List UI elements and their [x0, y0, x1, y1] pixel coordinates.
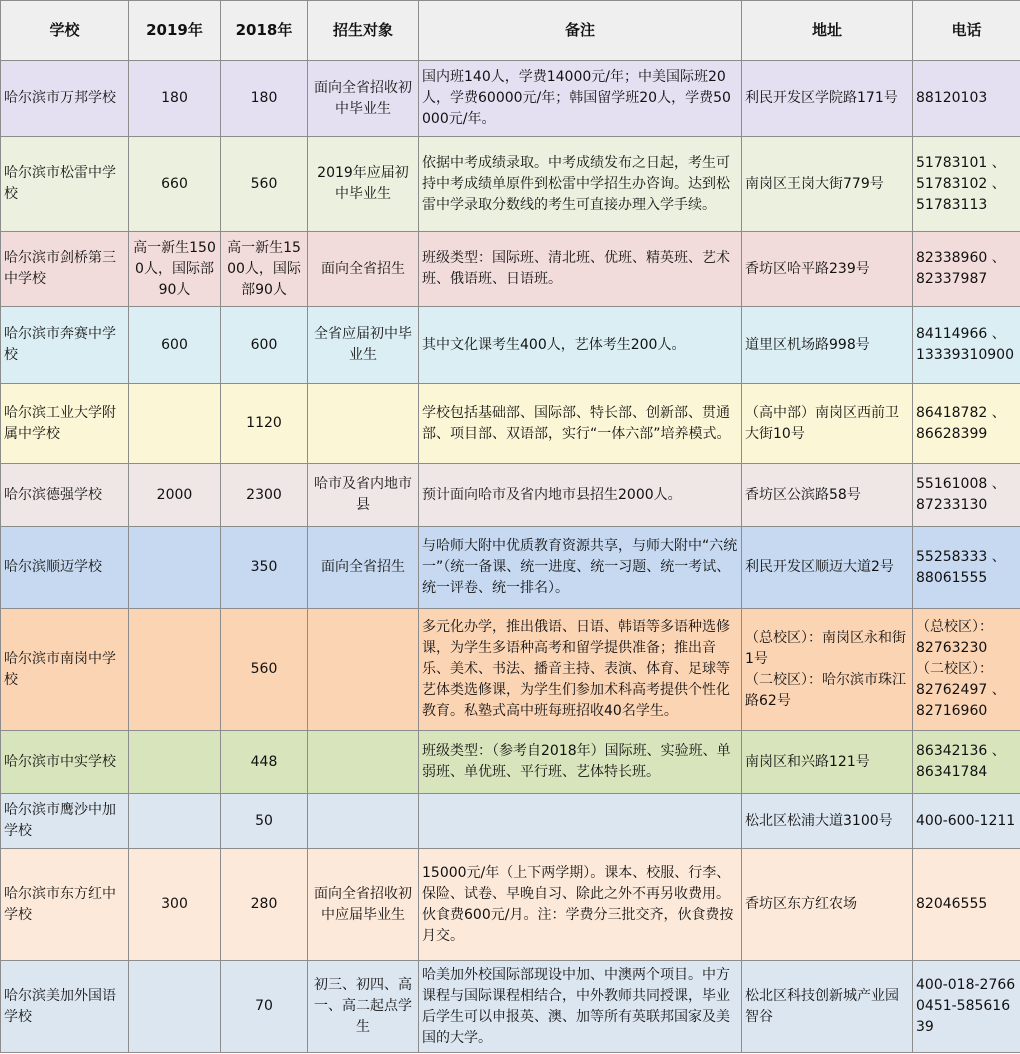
phone-text-value: 51783101 、 51783102 、 51783113 — [916, 154, 1006, 213]
header-2019: 2019年 — [129, 1, 221, 61]
note-text-value: 依据中考成绩录取。中考成绩发布之日起，考生可持中考成绩单原件到松雷中学招生办咨询。达到松雷中学录取分数线的考生可直接办理入学手续。 — [422, 154, 730, 213]
enroll-2019 — [129, 609, 221, 731]
address-text-value: 利民开发区学院路171号 — [745, 90, 898, 106]
enroll-2018-value: 高一新生1500人，国际部90人 — [227, 239, 301, 298]
enroll-target — [308, 794, 419, 849]
enroll-2019-value: 660 — [161, 175, 188, 192]
note-text — [419, 464, 742, 527]
address-text-value: 香坊区哈平路239号 — [745, 260, 870, 277]
enroll-target — [308, 61, 419, 137]
phone-text — [913, 232, 1020, 307]
enroll-2018 — [221, 849, 308, 961]
enroll-target-value: 面向全省招收初中毕业生 — [314, 79, 412, 117]
phone-text-value: 86418782 、 86628399 — [916, 404, 1006, 442]
school-name-value: 哈尔滨工业大学附属中学校 — [4, 404, 116, 442]
note-text-value: 多元化办学，推出俄语、日语、韩语等多语种选修课，为学生多语种高考和留学提供准备；推出音乐、美术、书法、播音主持、表演、体育、足球等艺体类选修课，为学生们参加术科高考提供个性化教育。私塾式高中班每班招收40名学生。 — [422, 619, 730, 719]
enroll-target — [308, 232, 419, 307]
phone-text-value: （总校区）： 82763230 （二校区）： 82762497 、 82716960 — [916, 619, 1006, 719]
header-target: 招生对象 — [308, 1, 419, 61]
enroll-target-value: 哈市及省内地市县 — [314, 476, 412, 513]
note-text-value: 学校包括基础部、国际部、特长部、创新部、贯通部、项目部、双语部，实行“一体六部”培养模式。 — [422, 404, 731, 442]
enroll-2018 — [221, 609, 308, 731]
phone-text — [913, 137, 1020, 232]
phone-text — [913, 384, 1020, 464]
address-text — [742, 731, 913, 794]
header-school: 学校 — [1, 1, 129, 61]
enroll-target — [308, 961, 419, 1053]
note-text — [419, 961, 742, 1053]
table-row — [1, 384, 1020, 464]
phone-text-value: 400-600-1211 — [916, 812, 1016, 829]
enroll-2018 — [221, 307, 308, 384]
address-text — [742, 849, 913, 961]
enroll-2019-value: 高一新生1500人，国际部90人 — [133, 239, 216, 298]
school-name-value: 哈尔滨德强学校 — [4, 486, 102, 503]
enroll-2019-value: 180 — [161, 90, 188, 106]
address-text-value: （总校区）：南岗区永和街1号 （二校区）：哈尔滨市珠江路62号 — [745, 629, 906, 709]
phone-text-value: 84114966 、 13339310900 — [916, 326, 1014, 363]
phone-text — [913, 609, 1020, 731]
enroll-2019 — [129, 61, 221, 137]
phone-text — [913, 307, 1020, 384]
table-row — [1, 137, 1020, 232]
phone-text-value: 88120103 — [916, 90, 988, 106]
enroll-target — [308, 137, 419, 232]
school-name — [1, 61, 129, 137]
address-text-value: 南岗区和兴路121号 — [745, 753, 870, 770]
school-name-value: 哈尔滨市东方红中学校 — [4, 885, 116, 923]
note-text — [419, 384, 742, 464]
enroll-target — [308, 849, 419, 961]
school-name-value: 哈尔滨市奔赛中学校 — [4, 326, 116, 363]
enroll-target — [308, 527, 419, 609]
phone-text — [913, 961, 1020, 1053]
school-name — [1, 527, 129, 609]
phone-text — [913, 61, 1020, 137]
note-text-value: 预计面向哈市及省内地市县招生2000人。 — [422, 486, 682, 503]
enroll-2019 — [129, 961, 221, 1053]
phone-text-value: 86342136 、 86341784 — [916, 743, 1006, 780]
school-name — [1, 137, 129, 232]
note-text — [419, 794, 742, 849]
school-name — [1, 794, 129, 849]
enroll-2019 — [129, 384, 221, 464]
address-text — [742, 961, 913, 1053]
enroll-2018 — [221, 61, 308, 137]
enroll-2018-value: 70 — [255, 998, 273, 1014]
enroll-2018-value: 448 — [250, 753, 278, 770]
school-name-value: 哈尔滨市松雷中学校 — [4, 165, 116, 202]
address-text — [742, 384, 913, 464]
note-text — [419, 137, 742, 232]
enroll-2018 — [221, 794, 308, 849]
school-name-value: 哈尔滨美加外国语学校 — [4, 987, 116, 1025]
enroll-target-value: 全省应届初中毕业生 — [314, 326, 412, 363]
enroll-2019 — [129, 464, 221, 527]
table-row — [1, 794, 1020, 849]
enroll-2018-value: 2300 — [246, 486, 282, 503]
school-name-value: 哈尔滨市剑桥第三中学校 — [4, 250, 116, 287]
enroll-target-value: 面向全省招生 — [321, 559, 405, 575]
note-text — [419, 232, 742, 307]
address-text — [742, 61, 913, 137]
enroll-2019 — [129, 731, 221, 794]
note-text — [419, 527, 742, 609]
enroll-2018-value: 50 — [255, 812, 273, 829]
table-row — [1, 609, 1020, 731]
note-text — [419, 849, 742, 961]
table-row — [1, 232, 1020, 307]
table-row — [1, 849, 1020, 961]
school-name — [1, 731, 129, 794]
table-row — [1, 464, 1020, 527]
school-name-value: 哈尔滨市南岗中学校 — [4, 650, 116, 688]
school-name — [1, 464, 129, 527]
address-text — [742, 527, 913, 609]
enroll-target-value: 面向全省招生 — [321, 260, 405, 277]
school-name-value: 哈尔滨市鹰沙中加学校 — [4, 802, 116, 839]
header-note: 备注 — [419, 1, 742, 61]
note-text — [419, 731, 742, 794]
note-text-value: 其中文化课考生400人，艺体考生200人。 — [422, 336, 686, 353]
header-row — [1, 1, 1020, 61]
school-name — [1, 232, 129, 307]
enroll-2018-value: 180 — [250, 90, 278, 106]
header-address: 地址 — [742, 1, 913, 61]
school-name-value: 哈尔滨市万邦学校 — [4, 90, 116, 106]
address-text — [742, 794, 913, 849]
address-text-value: 松北区松浦大道3100号 — [745, 812, 893, 829]
enroll-2019 — [129, 232, 221, 307]
header-phone: 电话 — [913, 1, 1020, 61]
enroll-2019 — [129, 527, 221, 609]
note-text-value: 国内班140人，学费14000元/年；中美国际班20人，学费60000元/年；韩国留学班20人，学费50000元/年。 — [422, 69, 731, 127]
address-text-value: （高中部）南岗区西前卫大街10号 — [745, 404, 899, 442]
enroll-target — [308, 731, 419, 794]
enroll-2019-value: 2000 — [156, 486, 193, 503]
table-row — [1, 731, 1020, 794]
note-text-value: 15000元/年（上下两学期）。课本、校服、行李、保险、试卷、早晚自习、除此之外不再另收费用。 伙食费600元/月。注：学费分三批交齐，伙食费按月交。 — [422, 864, 734, 944]
enroll-2018-value: 280 — [250, 896, 278, 912]
enroll-target-value: 2019年应届初中毕业生 — [317, 165, 409, 202]
enroll-2019 — [129, 137, 221, 232]
enroll-2019-value: 600 — [161, 336, 188, 353]
address-text — [742, 232, 913, 307]
enroll-2018 — [221, 232, 308, 307]
note-text — [419, 61, 742, 137]
enroll-2019-value: 300 — [161, 896, 188, 912]
school-name — [1, 609, 129, 731]
note-text — [419, 307, 742, 384]
phone-text — [913, 794, 1020, 849]
address-text-value: 道里区机场路998号 — [745, 336, 870, 353]
enroll-2018-value: 1120 — [246, 415, 282, 431]
school-name-value: 哈尔滨顺迈学校 — [4, 559, 102, 575]
phone-text-value: 400-018-2766 0451-58561639 — [916, 977, 1016, 1035]
enroll-2019 — [129, 794, 221, 849]
enroll-2018 — [221, 137, 308, 232]
phone-text — [913, 464, 1020, 527]
enroll-2018 — [221, 731, 308, 794]
note-text-value: 哈美加外校国际部现设中加、中澳两个项目。中方课程与国际课程相结合，中外教师共同授课，毕业后学生可以申报英、澳、加等所有英联邦国家及美国的大学。 — [422, 966, 730, 1046]
note-text-value: 与哈师大附中优质教育资源共享，与师大附中“六统一”（统一备课、统一进度、统一习题、统一考试、统一评卷、统一排名）。 — [422, 538, 738, 596]
enroll-2019 — [129, 307, 221, 384]
address-text — [742, 307, 913, 384]
enroll-2018-value: 560 — [250, 661, 278, 677]
enroll-2018-value: 350 — [250, 559, 278, 575]
phone-text — [913, 849, 1020, 961]
phone-text-value: 82338960 、 82337987 — [916, 250, 1006, 287]
enroll-2018 — [221, 384, 308, 464]
enroll-2018-value: 560 — [250, 175, 278, 192]
school-name — [1, 384, 129, 464]
enroll-2018 — [221, 961, 308, 1053]
enroll-2019 — [129, 849, 221, 961]
note-text-value: 班级类型：（参考自2018年）国际班、实验班、单弱班、单优班、平行班、艺体特长班。 — [422, 743, 731, 780]
enroll-target-value: 初三、初四、高一、高二起点学生 — [314, 977, 412, 1035]
address-text — [742, 464, 913, 527]
header-2018: 2018年 — [221, 1, 308, 61]
enroll-target-value: 面向全省招收初中应届毕业生 — [314, 885, 412, 923]
phone-text — [913, 731, 1020, 794]
enroll-target — [308, 384, 419, 464]
school-name — [1, 961, 129, 1053]
address-text — [742, 137, 913, 232]
note-text — [419, 609, 742, 731]
phone-text-value: 55161008 、 87233130 — [916, 476, 1006, 513]
phone-text — [913, 527, 1020, 609]
school-name — [1, 307, 129, 384]
enroll-target — [308, 464, 419, 527]
address-text-value: 香坊区东方红农场 — [745, 896, 857, 912]
table-row — [1, 527, 1020, 609]
phone-text-value: 55258333 、 88061555 — [916, 548, 1006, 586]
address-text-value: 松北区科技创新城产业园智谷 — [745, 987, 899, 1025]
enroll-2018 — [221, 527, 308, 609]
table-row — [1, 961, 1020, 1053]
table-row — [1, 61, 1020, 137]
table-row — [1, 307, 1020, 384]
school-name — [1, 849, 129, 961]
address-text-value: 香坊区公滨路58号 — [745, 486, 861, 503]
address-text — [742, 609, 913, 731]
phone-text-value: 82046555 — [916, 896, 988, 912]
enroll-target — [308, 307, 419, 384]
enroll-2018 — [221, 464, 308, 527]
address-text-value: 南岗区王岗大街779号 — [745, 175, 884, 192]
enroll-2018-value: 600 — [250, 336, 278, 353]
note-text-value: 班级类型：国际班、清北班、优班、精英班、艺术班、俄语班、日语班。 — [422, 250, 730, 287]
enroll-target — [308, 609, 419, 731]
address-text-value: 利民开发区顺迈大道2号 — [745, 559, 894, 575]
school-name-value: 哈尔滨市中实学校 — [4, 753, 116, 770]
